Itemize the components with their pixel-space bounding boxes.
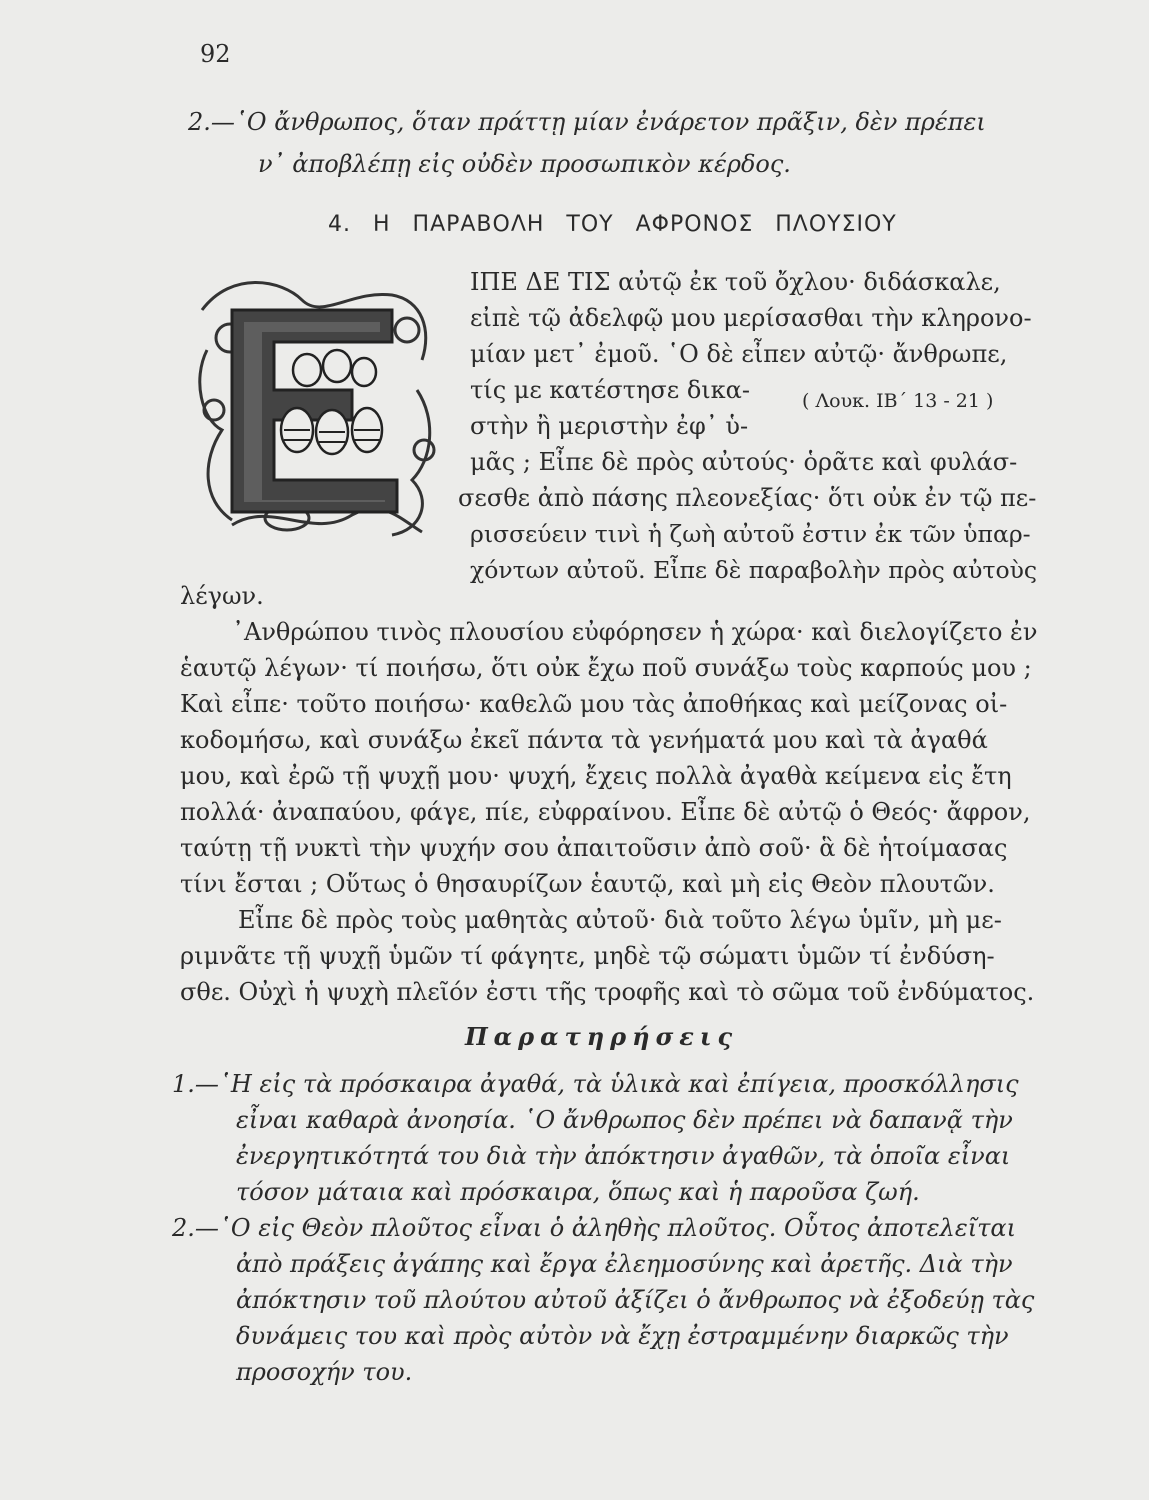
text-line: ἑαυτῷ λέγων· τί ποιήσω, ὅτι οὐκ ἔχω ποῦ συνάξω τοὺς καρπούς μου ; <box>180 654 1032 682</box>
observation-line: εἶναι καθαρὰ ἀνοησία. ῾Ο ἄνθρωπος δὲν πρέπει νὰ δαπανᾷ τὴν <box>236 1106 1013 1134</box>
observation-line: τόσον μάταια καὶ πρόσκαιρα, ὅπως καὶ ἡ παροῦσα ζωή. <box>236 1178 920 1206</box>
text-line: στὴν ἢ μεριστὴν ἐφ᾿ ὑ- <box>470 412 749 440</box>
text-line: χόντων αὐτοῦ. Εἶπε δὲ παραβολὴν πρὸς αὐτοὺς <box>470 556 1038 584</box>
text-line: μου, καὶ ἐρῶ τῇ ψυχῇ μου· ψυχή, ἔχεις πολλὰ ἀγαθὰ κείμενα εἰς ἔτη <box>180 762 1012 790</box>
text-line: λέγων. <box>180 582 264 610</box>
text-line: ΙΠΕ ΔΕ ΤΙΣ αὐτῷ ἐκ τοῦ ὄχλου· διδάσκαλε, <box>470 268 1001 296</box>
observation-line: ἀπόκτησιν τοῦ πλούτου αὐτοῦ ἀξίζει ὁ ἄνθρωπος νὰ ἐξοδεύῃ τὰς <box>236 1286 1035 1314</box>
observation-line: ἀπὸ πράξεις ἀγάπης καὶ ἔργα ἐλεημοσύνης καὶ ἀρετῆς. Διὰ τὴν <box>236 1250 1013 1278</box>
page-number: 92 <box>200 40 231 68</box>
section-title: 4. Η ΠΑΡΑΒΟΛΗ ΤΟΥ ΑΦΡΟΝΟΣ ΠΛΟΥΣΙΟΥ <box>328 212 897 237</box>
scripture-reference: ( Λουκ. ΙΒ΄ 13 - 21 ) <box>802 390 994 412</box>
text-line: ταύτῃ τῇ νυκτὶ τὴν ψυχήν σου ἀπαιτοῦσιν ἀπὸ σοῦ· ἃ δὲ ἡτοίμασας <box>180 834 1008 862</box>
text-line: ᾿Ανθρώπου τινὸς πλουσίου εὐφόρησεν ἡ χώρα· καὶ διελογίζετο ἐν <box>232 618 1038 646</box>
text-line: σθε. Οὐχὶ ἡ ψυχὴ πλεῖόν ἐστι τῆς τροφῆς καὶ τὸ σῶμα τοῦ ἐνδύματος. <box>180 978 1035 1006</box>
text-line: μᾶς ; Εἶπε δὲ πρὸς αὐτούς· ὁρᾶτε καὶ φυλάσ- <box>470 448 1018 476</box>
text-line: κοδομήσω, καὶ συνάξω ἐκεῖ πάντα τὰ γενήματά μου καὶ τὰ ἀγαθά <box>180 726 988 754</box>
observations-title: Παρατηρήσεις <box>465 1022 739 1051</box>
text-line: ριμνᾶτε τῇ ψυχῇ ὑμῶν τί φάγητε, μηδὲ τῷ σώματι ὑμῶν τί ἐνδύση- <box>180 942 995 970</box>
decorated-initial <box>192 270 440 542</box>
intro-line: 2.—῾Ο ἄνθρωπος, ὅταν πράττῃ μίαν ἐνάρετον πρᾶξιν, δὲν πρέπει <box>188 108 986 136</box>
text-line: μίαν μετ᾿ ἐμοῦ. ῾Ο δὲ εἶπεν αὐτῷ· ἄνθρωπε, <box>470 340 1008 368</box>
observation-line: 1.—῾Η εἰς τὰ πρόσκαιρα ἀγαθά, τὰ ὑλικὰ καὶ ἐπίγεια, προσκόλλησις <box>172 1070 1019 1098</box>
observation-line: 2.—῾Ο εἰς Θεὸν πλοῦτος εἶναι ὁ ἀληθὴς πλοῦτος. Οὗτος ἀποτελεῖται <box>172 1214 1016 1242</box>
text-line: σεσθε ἀπὸ πάσης πλεονεξίας· ὅτι οὐκ ἐν τῷ πε- <box>458 484 1037 512</box>
text-line: Εἶπε δὲ πρὸς τοὺς μαθητὰς αὐτοῦ· διὰ τοῦτο λέγω ὑμῖν, μὴ με- <box>238 906 1002 934</box>
text-line: τίνι ἔσται ; Οὕτως ὁ θησαυρίζων ἑαυτῷ, καὶ μὴ εἰς Θεὸν πλουτῶν. <box>180 870 995 898</box>
intro-line: ν᾿ ἀποβλέπῃ εἰς οὐδὲν προσωπικὸν κέρδος. <box>258 150 791 178</box>
observation-line: προσοχήν του. <box>236 1358 413 1386</box>
text-line: Καὶ εἶπε· τοῦτο ποιήσω· καθελῶ μου τὰς ἀποθήκας καὶ μείζονας οἰ- <box>180 690 1008 718</box>
text-line: ρισσεύειν τινὶ ἡ ζωὴ αὐτοῦ ἐστιν ἐκ τῶν ὑπαρ- <box>470 520 1031 548</box>
observation-line: ἐνεργητικότητά του διὰ τὴν ἀπόκτησιν ἀγαθῶν, τὰ ὁποῖα εἶναι <box>236 1142 1011 1170</box>
text-line: τίς με κατέστησε δικα- <box>470 376 750 404</box>
text-line: εἰπὲ τῷ ἀδελφῷ μου μερίσασθαι τὴν κληρονο- <box>470 304 1032 332</box>
text-line: πολλά· ἀναπαύου, φάγε, πίε, εὐφραίνου. Εἶπε δὲ αὐτῷ ὁ Θεός· ἄφρον, <box>180 798 1031 826</box>
observation-line: δυνάμεις του καὶ πρὸς αὐτὸν νὰ ἔχῃ ἐστραμμένην διαρκῶς τὴν <box>236 1322 1009 1350</box>
